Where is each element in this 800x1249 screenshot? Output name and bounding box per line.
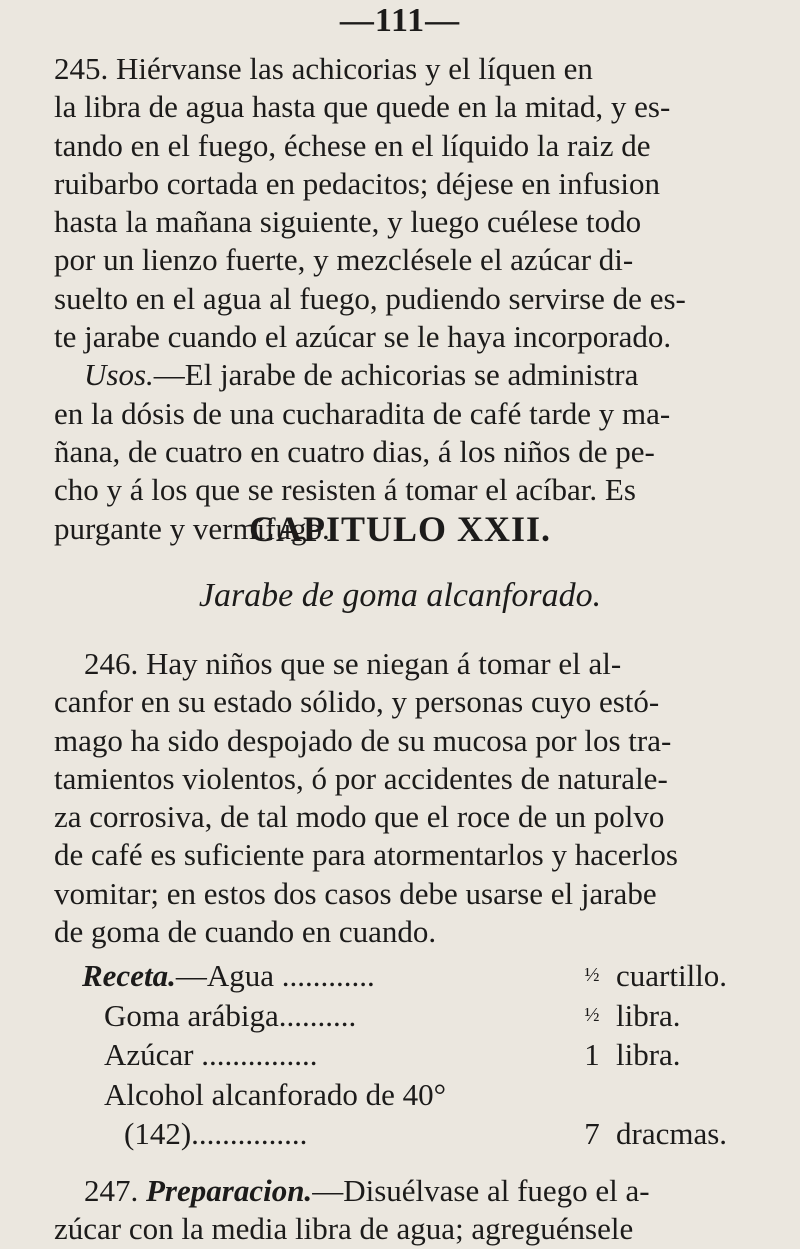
text-line <box>54 1172 766 1210</box>
text-line: hasta la mañana siguiente, y luego cuélese todo <box>54 204 642 240</box>
text-line: canfor en su estado sólido, y personas cuyo estó- <box>54 684 660 720</box>
paragraph-245 <box>54 50 766 548</box>
ingredient-quantity: 7 <box>584 1116 600 1151</box>
chapter-title: CAPITULO XXII. <box>248 509 552 549</box>
recipe-row <box>82 1035 772 1075</box>
text-line: ñana, de cuatro en cuatro dias, á los niños de pe- <box>54 433 655 469</box>
chapter-subtitle: Jarabe de goma alcanforado. <box>198 577 602 614</box>
text-line: tando en el fuego, échese en el líquido la raiz de <box>54 127 651 163</box>
text-line: suelto en el agua al fuego, pudiendo servirse de es- <box>54 280 686 316</box>
text-line: ruibarbo cortada en pedacitos; déjese en infusion <box>54 165 660 201</box>
usos-text: —El jarabe de achicorias se administra <box>153 357 639 393</box>
ingredient-name: Alcohol alcanforado de 40° <box>104 1076 447 1112</box>
recipe-row <box>82 1075 772 1115</box>
text-line: te jarabe cuando el azúcar se le haya incorporado. <box>54 319 672 355</box>
ingredient-name: (142)............... <box>124 1116 308 1151</box>
ingredient-name: —Agua ............ <box>175 958 375 993</box>
preparacion-text: —Disuélvase al fuego el a- <box>312 1173 650 1208</box>
text-line: purgante y vermífugo. <box>54 510 330 546</box>
text-line: por un lienzo fuerte, y mezclésele el azúcar di- <box>54 242 634 278</box>
text-line: 245. Hiérvanse las achicorias y el líquen en <box>54 51 593 86</box>
ingredient-unit: dracmas. <box>616 1116 728 1151</box>
recipe-table <box>82 956 772 1154</box>
paragraph-247 <box>54 1172 766 1249</box>
recipe-row <box>82 1114 772 1154</box>
text-line: vomitar; en estos dos casos debe usarse el jarabe <box>54 875 657 911</box>
text-line <box>54 356 766 394</box>
text-line: zúcar con la media libra de agua; agreguénsele <box>54 1211 634 1247</box>
recipe-label: Receta. <box>82 958 176 993</box>
usos-label: Usos. <box>84 357 154 393</box>
preparacion-label: Preparacion. <box>146 1173 313 1208</box>
text-line: en la dósis de una cucharadita de café tarde y ma- <box>54 395 671 431</box>
text-line: mago ha sido despojado de su mucosa por los tra- <box>54 722 672 758</box>
ingredient-name: Azúcar ............... <box>104 1037 318 1072</box>
recipe-row <box>82 996 772 1036</box>
ingredient-quantity: 1 <box>584 1037 600 1072</box>
text-line: za corrosiva, de tal modo que el roce de un polvo <box>54 799 665 835</box>
text-line: 246. Hay niños que se niegan á tomar el al- <box>84 646 622 681</box>
text-line: de goma de cuando en cuando. <box>54 914 437 950</box>
text-line: cho y á los que se resisten á tomar el acíbar. Es <box>54 472 636 508</box>
ingredient-name: Goma arábiga.......... <box>104 997 357 1033</box>
paragraph-number: 247. <box>84 1173 139 1208</box>
recipe-row <box>82 956 772 996</box>
ingredient-quantity: ½ <box>584 964 600 986</box>
ingredient-unit: libra. <box>616 1037 681 1072</box>
ingredient-unit: cuartillo. <box>616 958 728 993</box>
page-number: —111— <box>339 2 461 39</box>
ingredient-unit: libra. <box>616 997 681 1033</box>
paragraph-246 <box>54 645 766 951</box>
text-line: de café es suficiente para atormentarlos y hacerlos <box>54 837 678 873</box>
text-line: la libra de agua hasta que quede en la mitad, y es- <box>54 89 671 125</box>
ingredient-quantity: ½ <box>584 1003 600 1026</box>
text-line: tamientos violentos, ó por accidentes de naturale- <box>54 760 668 796</box>
